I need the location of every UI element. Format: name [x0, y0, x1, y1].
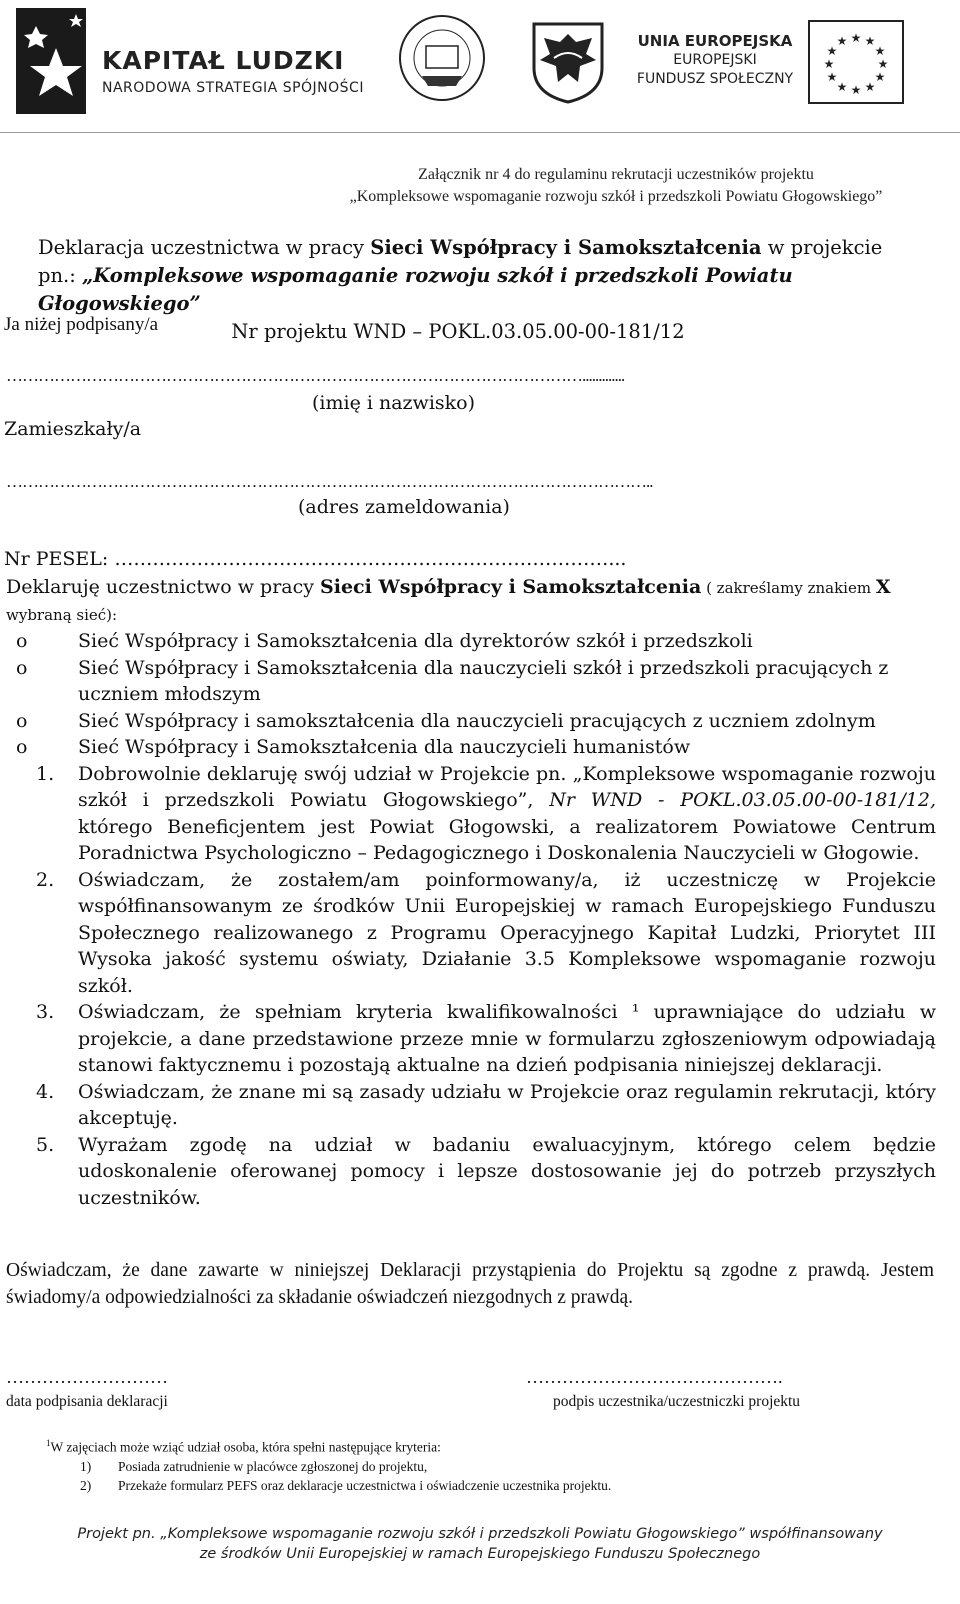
eu-line1: UNIA EUROPEJSKA [637, 32, 793, 50]
option-bullet[interactable]: o [16, 709, 28, 732]
footnote-mark: 1 [46, 1438, 51, 1448]
footnote-intro-text: W zajęciach może wziąć udział osoba, która spełni następujące kryteria: [50, 1439, 441, 1455]
svg-text:★: ★ [826, 44, 838, 58]
address-label: (adres zameldowania) [298, 496, 510, 518]
declare-hint2: wybraną sieć): [6, 605, 118, 624]
heading-project-name: „Kompleksowe wspomaganie rozwoju szkół i przedszkoli Powiatu Głogowskiego” [38, 264, 793, 315]
kapital-ludzki-logo [16, 8, 386, 120]
footnote-item-num: 2) [80, 1477, 92, 1493]
footnote-item [46, 1476, 611, 1495]
date-label: data podpisania deklaracji [6, 1393, 168, 1410]
option-text: Sieć Współpracy i Samokształcenia dla dyrektorów szkół i przedszkoli [78, 630, 753, 652]
declare-prefix: Deklaruję uczestnictwo w pracy [6, 576, 321, 598]
svg-text:★: ★ [864, 80, 876, 94]
statement-num: 2. [36, 868, 55, 891]
option-bullet[interactable]: o [16, 630, 28, 652]
statement-text: Oświadczam, że znane mi są zasady udziału w Projekcie oraz regulamin rekrutacji, który akceptuję. [78, 1080, 936, 1129]
declare-network: Sieci Współpracy i Samokształcenia [320, 576, 702, 598]
name-label: (imię i nazwisko) [312, 392, 476, 414]
svg-text:★: ★ [836, 34, 848, 48]
heading-suffix: w projekcie [761, 236, 883, 259]
footer-line2: ze środków Unii Europejskiej w ramach Europejskiego Funduszu Społecznego [199, 1546, 761, 1562]
participant-signature-field[interactable]: ……………………………………. [526, 1367, 783, 1387]
network-option[interactable] [6, 655, 936, 708]
eagle-shield-icon [530, 20, 606, 104]
annex-line1: Załącznik nr 4 do regulaminu rekrutacji uczestników projektu [418, 166, 814, 183]
footnote-intro [46, 1434, 611, 1457]
statement-num: 5. [36, 1133, 55, 1156]
annex-line2: „Kompleksowe wspomaganie rozwoju szkół i przedszkoli Powiatu Głogowskiego” [349, 188, 883, 205]
statement-item [6, 1132, 936, 1212]
statement-text: Wyrażam zgodę na udział w badaniu ewaluacyjnym, którego celem będzie udoskonalenie oferowanej pomocy i lepsze dostosowanie jej do potrzeb przyszłych uczestników. [78, 1133, 936, 1209]
eu-line3: FUNDUSZ SPOŁECZNY [636, 71, 794, 87]
statement-item [6, 761, 936, 867]
statement-text: Oświadczam, że spełniam kryteria kwalifikowalności ¹ uprawniające do udziału w projekcie, a dane przedstawione przeze mnie w formularzu zgłoszeniowym odpowiadają stanowi faktycznemu i pozostają aktualne na dzień podpisania niniejszej deklaracji. [78, 1001, 936, 1076]
statement-project-nr: Nr WND - POKL.03.05.00-00-181/12, [549, 789, 937, 811]
footnote-item-num: 1) [80, 1458, 92, 1474]
eu-logo [630, 16, 930, 106]
option-text: Sieć Współpracy i Samokształcenia dla nauczycieli humanistów [78, 736, 691, 758]
undersigned-label: Ja niżej podpisany/a [4, 314, 159, 335]
declare-hint: ( zakreślamy znakiem [701, 579, 876, 597]
option-bullet[interactable]: o [16, 736, 28, 758]
option-text: Sieć Współpracy i Samokształcenia dla nauczycieli szkół i przedszkoli pracujących z uczniem młodszym [78, 656, 889, 705]
final-statement: Oświadczam, że dane zawarte w niniejszej Deklaracji przystąpienia do Projektu są zgodne z prawdą. Jestem świadomy/a odpowiedzialności za składanie oświadczeń niezgodnych z prawdą. [6, 1260, 934, 1308]
statement-text: Oświadczam, że zostałem/am poinformowany/a, iż uczestniczę w Projekcie współfinansowanym ze środków Unii Europejskiej w ramach Europejskiego Funduszu Społecznego realizowanego z Programu Operacyjnego Kapitał Ludzki, Priorytet III Wysoka jakość systemu oświaty, Działanie 3.5 Kompleksowe wspomaganie rozwoju szkół. [78, 868, 936, 997]
svg-text:★: ★ [850, 31, 862, 45]
footnote-item [46, 1457, 611, 1476]
statement-item [6, 867, 936, 1000]
svg-text:★: ★ [877, 57, 889, 71]
page-header [0, 0, 960, 133]
project-number: Nr projektu WND – POKL.03.05.00-00-181/12 [231, 320, 685, 343]
svg-text:★: ★ [864, 34, 876, 48]
option-text: Sieć Współpracy i samokształcenia dla nauczycieli pracujących z uczniem zdolnym [78, 709, 876, 732]
heading-network: Sieci Współpracy i Samokształcenia [370, 236, 762, 259]
svg-text:★: ★ [874, 44, 886, 58]
signature-label: podpis uczestnika/uczestniczki projektu [553, 1393, 801, 1410]
statement-num: 3. [36, 1001, 55, 1023]
network-options [6, 628, 936, 761]
residence-label: Zamieszkały/a [4, 418, 142, 440]
address-field[interactable]: ………………………………………………………………………………………………………….. [6, 472, 653, 491]
kl-subtitle: NARODOWA STRATEGIA SPÓJNOŚCI [102, 80, 364, 96]
svg-text:★: ★ [874, 70, 886, 84]
declaration-body [6, 574, 936, 1211]
footer-line1: Projekt pn. „Kompleksowe wspomaganie rozwoju szkół i przedszkoli Powiatu Głogowskiego” współfinansowany [77, 1526, 883, 1542]
footnote-item-text: Przekaże formularz PEFS oraz deklaracje uczestnictwa i oświadczenie uczestnika projektu. [118, 1477, 612, 1493]
declaration-line1 [38, 234, 938, 262]
declare-line [6, 574, 936, 602]
coat-of-arms [530, 20, 606, 104]
name-field[interactable]: ………………………………………………………………………………………………............. [6, 366, 625, 385]
heading-prefix: Deklaracja uczestnictwa w pracy [38, 236, 371, 259]
statement-num: 1. [36, 762, 55, 785]
statement-num: 4. [36, 1080, 55, 1103]
statement-text-b: którego Beneficjentem jest Powiat Głogowski, a realizatorem Powiatowe Centrum Poradnictwa Psychologiczno – Pedagogicznego i Doskonalenia Nauczycieli w Głogowie. [78, 815, 936, 864]
option-bullet[interactable]: o [16, 656, 28, 679]
statements-list [6, 761, 936, 1212]
network-option[interactable] [6, 734, 936, 761]
eu-line2: EUROPEJSKI [673, 52, 757, 68]
svg-text:★: ★ [836, 80, 848, 94]
eu-flag-icon [808, 20, 904, 104]
pesel-field[interactable]: Nr PESEL: ……………………………………………………………………... [4, 548, 627, 570]
kl-title: KAPITAŁ LUDZKI [102, 46, 345, 75]
svg-text:★: ★ [850, 83, 862, 97]
statement-item [6, 1079, 936, 1132]
annex-note [336, 164, 896, 208]
network-option[interactable] [6, 628, 936, 655]
kapital-ludzki-star-icon [16, 8, 86, 114]
eu-text [630, 32, 800, 89]
declaration-line2 [38, 262, 938, 318]
date-signature-field[interactable]: ……………………… [6, 1367, 168, 1387]
ppp-centrum-logo [398, 14, 486, 102]
heading-pn: pn.: [38, 264, 83, 287]
statement-text: Dobrowolnie deklaruję swój udział w Projekcie pn. „Kompleksowe wspomaganie rozwoju szkół i przedszkoli Powiatu Głogowskiego”, [78, 762, 936, 811]
footnote [46, 1434, 611, 1495]
declaration-heading [38, 234, 938, 346]
svg-text:★: ★ [823, 57, 835, 71]
declare-x: X [875, 576, 891, 598]
footnote-item-text: Posiada zatrudnienie w placówce zgłoszonej do projektu, [118, 1458, 428, 1474]
network-option[interactable] [6, 708, 936, 735]
page-footer [0, 1524, 960, 1564]
svg-text:★: ★ [826, 70, 838, 84]
statement-item [6, 999, 936, 1079]
ppp-logo-icon [398, 14, 486, 102]
